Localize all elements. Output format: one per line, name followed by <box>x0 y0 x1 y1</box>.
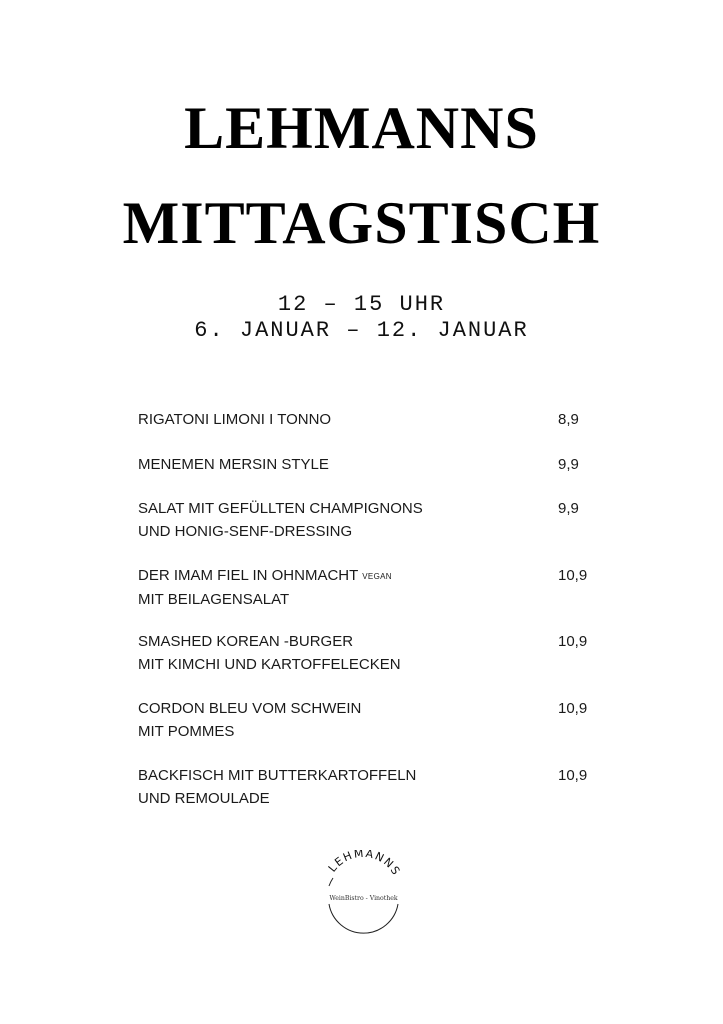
dish-description: UND HONIG-SENF-DRESSING <box>138 523 353 540</box>
dish-description: MIT BEILAGENSALAT <box>138 591 290 608</box>
dish-name: DER IMAM FIEL IN OHNMACHT <box>138 567 359 584</box>
logo-tagline: WeinBistro - Vinothek <box>329 895 398 902</box>
dish-price: 10,9 <box>558 700 588 717</box>
dish-description: MIT KIMCHI UND KARTOFFELECKEN <box>138 656 401 673</box>
dish-name: SMASHED KOREAN -BURGER <box>138 633 354 650</box>
brand-logo <box>316 850 411 935</box>
opening-hours: 12 – 15 UHR <box>277 292 446 317</box>
dish-name: MENEMEN MERSIN STYLE <box>138 456 329 473</box>
dish-name: RIGATONI LIMONI I TONNO <box>138 411 332 428</box>
dish-price: 9,9 <box>558 456 579 473</box>
logo-arc-text: LEHMANNS <box>325 850 404 879</box>
dish-name: SALAT MIT GEFÜLLTEN CHAMPIGNONS <box>138 500 423 517</box>
dish-price: 10,9 <box>558 567 588 584</box>
dish-name: BACKFISCH MIT BUTTERKARTOFFELN <box>138 767 417 784</box>
dish-price: 8,9 <box>558 411 579 428</box>
dish-description: MIT POMMES <box>138 723 235 740</box>
circle-logo-icon <box>316 850 411 935</box>
vegan-tag: VEGAN <box>362 572 392 581</box>
dish-description: UND REMOULADE <box>138 790 270 807</box>
dish-price: 10,9 <box>558 633 588 650</box>
dish-price: 9,9 <box>558 500 579 517</box>
date-range: 6. JANUAR – 12. JANUAR <box>194 318 529 343</box>
svg-text:LEHMANNS <box>326 850 403 878</box>
dish-price: 10,9 <box>558 767 588 784</box>
dish-name: CORDON BLEU VOM SCHWEIN <box>138 700 362 717</box>
page-title-line2: MITTAGSTISCH <box>122 190 601 256</box>
page-title-line1: LEHMANNS <box>184 95 539 161</box>
